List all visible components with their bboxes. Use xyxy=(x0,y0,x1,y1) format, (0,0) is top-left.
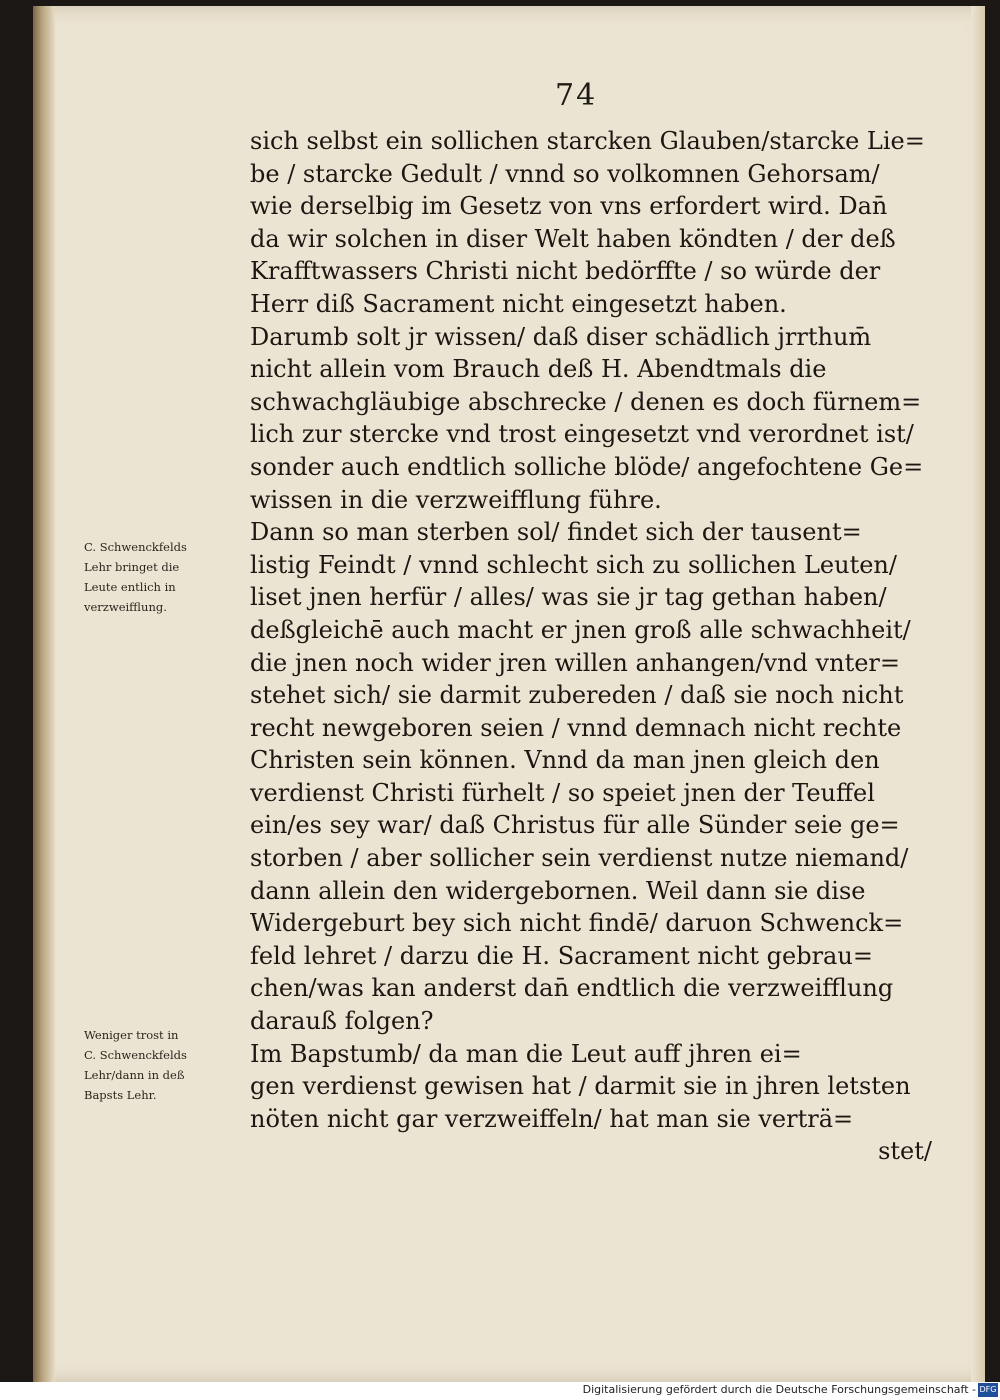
text-line: listig Feindt / vnnd schlecht sich zu sollichen Leuten/ xyxy=(250,550,897,579)
text-line: die jnen noch wider jren willen anhangen/vnd vnter= xyxy=(250,648,900,677)
text-line: darauß folgen? xyxy=(250,1007,434,1036)
text-line: Herr diß Sacrament nicht eingesetzt haben. xyxy=(250,289,787,318)
text-line: be / starcke Gedult / vnnd so volkomnen Gehorsam/ xyxy=(250,159,880,188)
book-gutter xyxy=(33,6,55,1382)
text-line: dann allein den widergebornen. Weil dann sie dise xyxy=(250,876,866,905)
margin-note-line: Lehr bringet die xyxy=(84,560,180,574)
text-line: ein/es sey war/ daß Christus für alle Sünder seie ge= xyxy=(250,811,900,840)
text-line: Christen sein können. Vnnd da man jnen gleich den xyxy=(250,746,880,775)
text-line: stehet sich/ sie darmit zubereden / daß sie noch nicht xyxy=(250,681,904,710)
margin-note-line: Lehr/dann in deß xyxy=(84,1068,185,1082)
text-line: nöten nicht gar verzweiffeln/ hat man sie verträ= xyxy=(250,1104,854,1133)
margin-note-line: verzweifflung. xyxy=(84,600,167,614)
text-line: Krafftwassers Christi nicht bedörffte / so würde der xyxy=(250,257,881,286)
margin-note xyxy=(84,537,264,617)
text-line: sich selbst ein sollichen starcken Glauben/starcke Lie= xyxy=(250,127,925,155)
margin-note-line: C. Schwenckfelds xyxy=(84,540,187,554)
text-line: nicht allein vom Brauch deß H. Abendtmals die xyxy=(250,355,827,384)
text-line: storben / aber sollicher sein verdienst nutze niemand/ xyxy=(250,844,909,873)
margin-note-line: Weniger trost in xyxy=(84,1028,179,1042)
text-line: wissen in die verzweifflung führe. xyxy=(250,485,662,514)
margin-note-line: Leute entlich in xyxy=(84,580,176,594)
page-edge xyxy=(971,6,985,1382)
footer-credit: Digitalisierung gefördert durch die Deutsche Forschungsgemeinschaft - xyxy=(582,1383,976,1396)
text-line: Darumb solt jr wissen/ daß diser schädlich jrrthum̄ xyxy=(250,322,872,351)
text-line: stet/ xyxy=(878,1137,932,1166)
text-line: Im Bapstumb/ da man die Leut auff jhren ei= xyxy=(250,1039,802,1068)
text-line: deßgleichē auch macht er jnen groß alle schwachheit/ xyxy=(250,615,911,644)
text-line: Widergeburt bey sich nicht findē/ daruon Schwenck= xyxy=(250,909,904,938)
margin-note-line: Bapsts Lehr. xyxy=(84,1088,157,1102)
text-line: Dann so man sterben sol/ findet sich der tausent= xyxy=(250,518,862,547)
text-line: chen/was kan anderst dan̄ endtlich die verzweifflung xyxy=(250,974,894,1003)
margin-note xyxy=(84,1025,264,1105)
main-text-block xyxy=(250,125,940,1168)
text-line: verdienst Christi fürhelt / so speiet jnen der Teuffel xyxy=(250,778,875,807)
text-line: feld lehret / darzu die H. Sacrament nicht gebrau= xyxy=(250,941,873,970)
text-line: recht newgeboren seien / vnnd demnach nicht rechte xyxy=(250,713,902,742)
text-line: wie derselbig im Gesetz von vns erfordert wird. Dan̄ xyxy=(250,192,888,221)
text-line: schwachgläubige abschrecke / denen es doch fürnem= xyxy=(250,387,922,416)
text-line: sonder auch endtlich solliche blöde/ angefochtene Ge= xyxy=(250,452,924,481)
text-line: liset jnen herfür / alles/ was sie jr tag gethan haben/ xyxy=(250,583,887,612)
text-line: lich zur stercke vnd trost eingesetzt vnd verordnet ist/ xyxy=(250,420,914,449)
dfg-logo: DFG xyxy=(978,1383,998,1397)
text-line: gen verdienst gewisen hat / darmit sie in jhren letsten xyxy=(250,1072,911,1101)
footer-bar xyxy=(0,1382,1000,1400)
text-line: da wir solchen in diser Welt haben köndten / der deß xyxy=(250,224,896,253)
page-number: 74 xyxy=(555,78,598,113)
margin-note-line: C. Schwenckfelds xyxy=(84,1048,187,1062)
